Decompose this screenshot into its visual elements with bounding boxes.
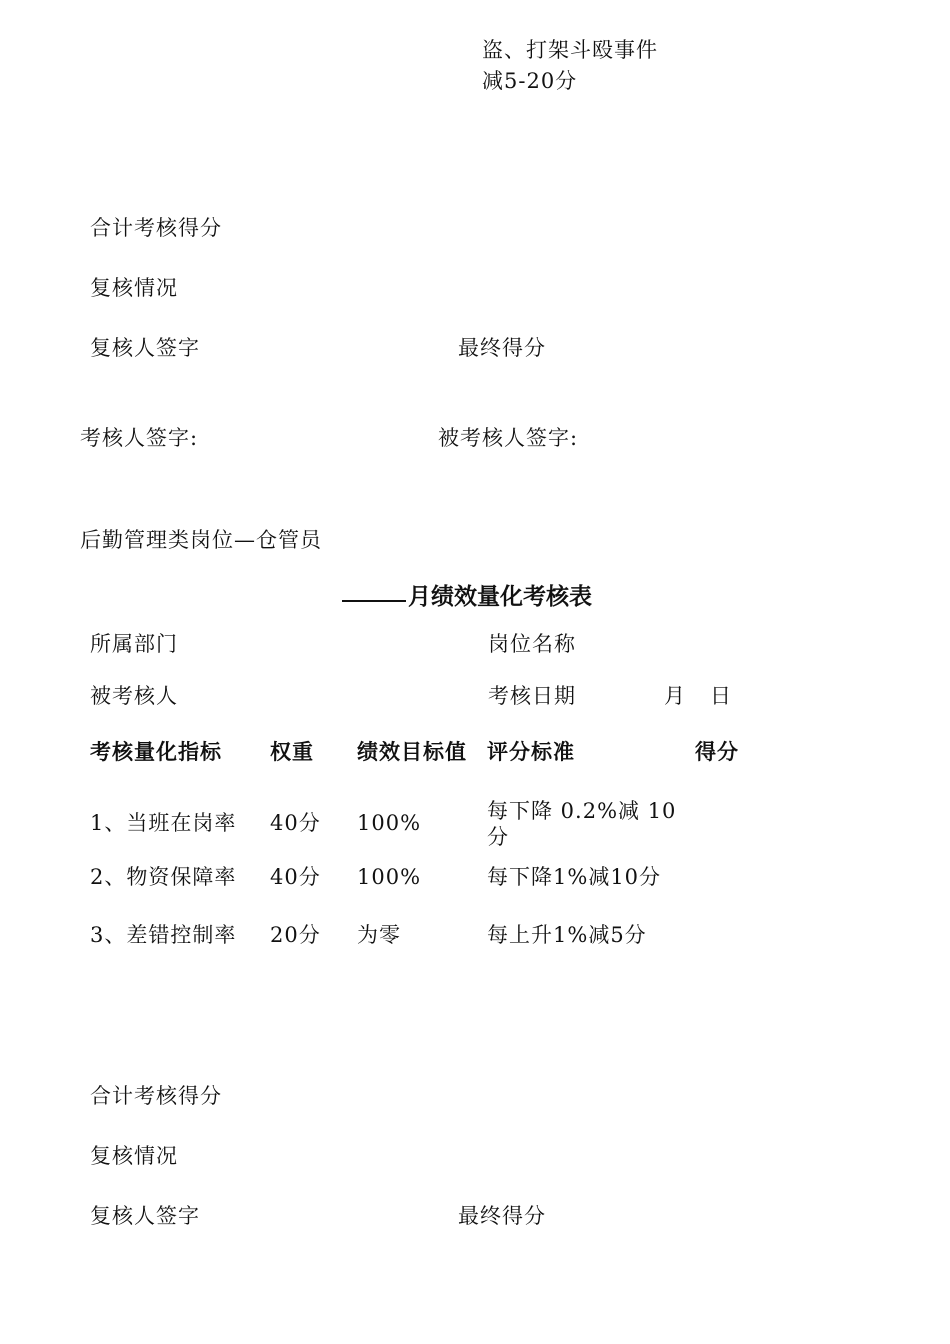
table-row-3-criteria: 每上升1%减5分 [487, 923, 647, 947]
table-row-2-weight: 40分 [270, 865, 321, 889]
header-indicator: 考核量化指标 [90, 740, 222, 764]
table-row-1-target: 100% [357, 811, 422, 835]
header-criteria: 评分标准 [487, 740, 575, 764]
form-title-text: 月绩效量化考核表 [408, 584, 592, 610]
criteria-fragment-line2: 减5-20分 [482, 69, 578, 93]
form-review-status-label: 复核情况 [90, 1144, 178, 1168]
department-label: 所属部门 [90, 632, 178, 656]
table-row-1-criteria: 每下降 0.2%减 10分 [487, 799, 677, 850]
table-row-3-indicator: 3、差错控制率 [90, 923, 237, 947]
total-score-label: 合计考核得分 [90, 216, 222, 240]
table-row-1-weight: 40分 [270, 811, 321, 835]
header-weight: 权重 [270, 740, 314, 764]
form-total-score-label: 合计考核得分 [90, 1084, 222, 1108]
assessee-label: 被考核人 [90, 684, 178, 708]
position-name-label: 岗位名称 [488, 632, 576, 656]
header-score: 得分 [695, 740, 739, 764]
form-title [342, 583, 592, 612]
assessee-signature-label: 被考核人签字: [438, 426, 579, 450]
category-heading: 后勤管理类岗位—仓管员 [80, 528, 322, 552]
table-row-2-indicator: 2、物资保障率 [90, 865, 237, 889]
criteria-fragment-line1: 盗、打架斗殴事件 [482, 38, 658, 62]
review-status-label: 复核情况 [90, 276, 178, 300]
form-reviewer-signature-label: 复核人签字 [90, 1204, 200, 1228]
table-row-2-criteria: 每下降1%减10分 [487, 865, 662, 889]
table-row-1-indicator: 1、当班在岗率 [90, 811, 237, 835]
reviewer-signature-label: 复核人签字 [90, 336, 200, 360]
month-blank [342, 600, 406, 602]
assessment-date-label: 考核日期 [488, 684, 576, 708]
header-target: 绩效目标值 [357, 740, 467, 764]
day-label: 日 [710, 684, 732, 708]
assessor-signature-label: 考核人签字: [80, 426, 199, 450]
month-label: 月 [664, 684, 686, 708]
table-row-2-target: 100% [357, 865, 422, 889]
table-row-3-target: 为零 [357, 923, 401, 947]
final-score-label: 最终得分 [458, 336, 546, 360]
table-row-3-weight: 20分 [270, 923, 321, 947]
form-final-score-label: 最终得分 [458, 1204, 546, 1228]
